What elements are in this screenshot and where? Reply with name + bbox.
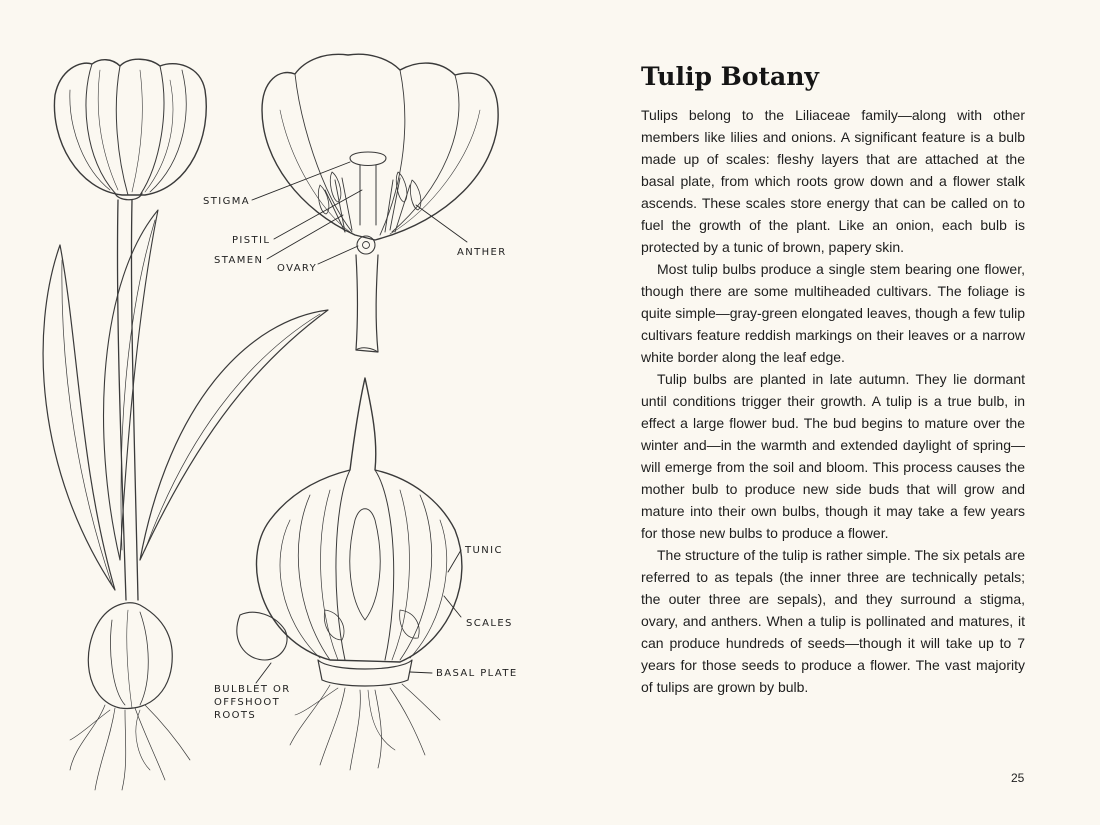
paragraph: Most tulip bulbs produce a single stem bearing one flower, though there are some multiheaded cultivars. The foliage is quite simple—gray-green elongated leaves, though a few tulip cultivars feature reddish markings on their leaves or a narrow white border along the leaf edge. xyxy=(641,261,1025,365)
label-tunic: TUNIC xyxy=(465,545,503,556)
label-basal-plate: BASAL PLATE xyxy=(436,668,518,679)
body-text xyxy=(641,104,1025,698)
label-anther: ANTHER xyxy=(457,247,507,258)
label-pistil: PISTIL xyxy=(232,235,271,246)
label-stamen: STAMEN xyxy=(214,255,264,266)
label-bulblet xyxy=(214,683,291,722)
label-bulblet-line2: OFFSHOOT xyxy=(214,697,281,708)
label-bulblet-line1: BULBLET OR xyxy=(214,684,291,695)
paragraph: Tulips belong to the Liliaceae family—along with other members like lilies and onions. A significant feature is a bulb made up of scales: fleshy layers that are attached at the basal plate, from which roots grow down and a flower stalk ascends. These scales store energy that can be called on to fuel the growth of the plant. Like an onion, each bulb is protected by a tunic of brown, papery skin. xyxy=(641,107,1025,255)
paragraph: The structure of the tulip is rather simple. The six petals are referred to as tepals (the inner three are technically petals; the outer three are sepals), and they surround a stigma, ovary, and anthers. When a tulip is pollinated and matures, it can produce hundreds of seeds—though it will take up to 7 years for those seeds to produce a flower. The vast majority of tulips are grown by bulb. xyxy=(641,547,1025,695)
flower-cross-section-drawing xyxy=(262,54,498,352)
label-scales: SCALES xyxy=(466,618,513,629)
page-number: 25 xyxy=(1011,771,1025,785)
label-stigma: STIGMA xyxy=(203,196,251,207)
label-leader-lines xyxy=(252,162,467,683)
paragraph: Tulip bulbs are planted in late autumn. They lie dormant until conditions trigger their growth. A tulip is a true bulb, in effect a large flower bud. The bud begins to mature over the winter and—in the warmth and extended daylight of spring—will emerge from the soil and bloom. This process causes the mother bulb to produce new side buds that will grow and mature into their own bulbs, though it may take a few years for those new bulbs to produce a flower. xyxy=(641,371,1025,541)
page-title: Tulip Botany xyxy=(641,62,819,91)
whole-tulip-drawing xyxy=(43,59,328,790)
label-bulblet-line3: ROOTS xyxy=(214,710,257,721)
label-ovary: OVARY xyxy=(277,263,318,274)
